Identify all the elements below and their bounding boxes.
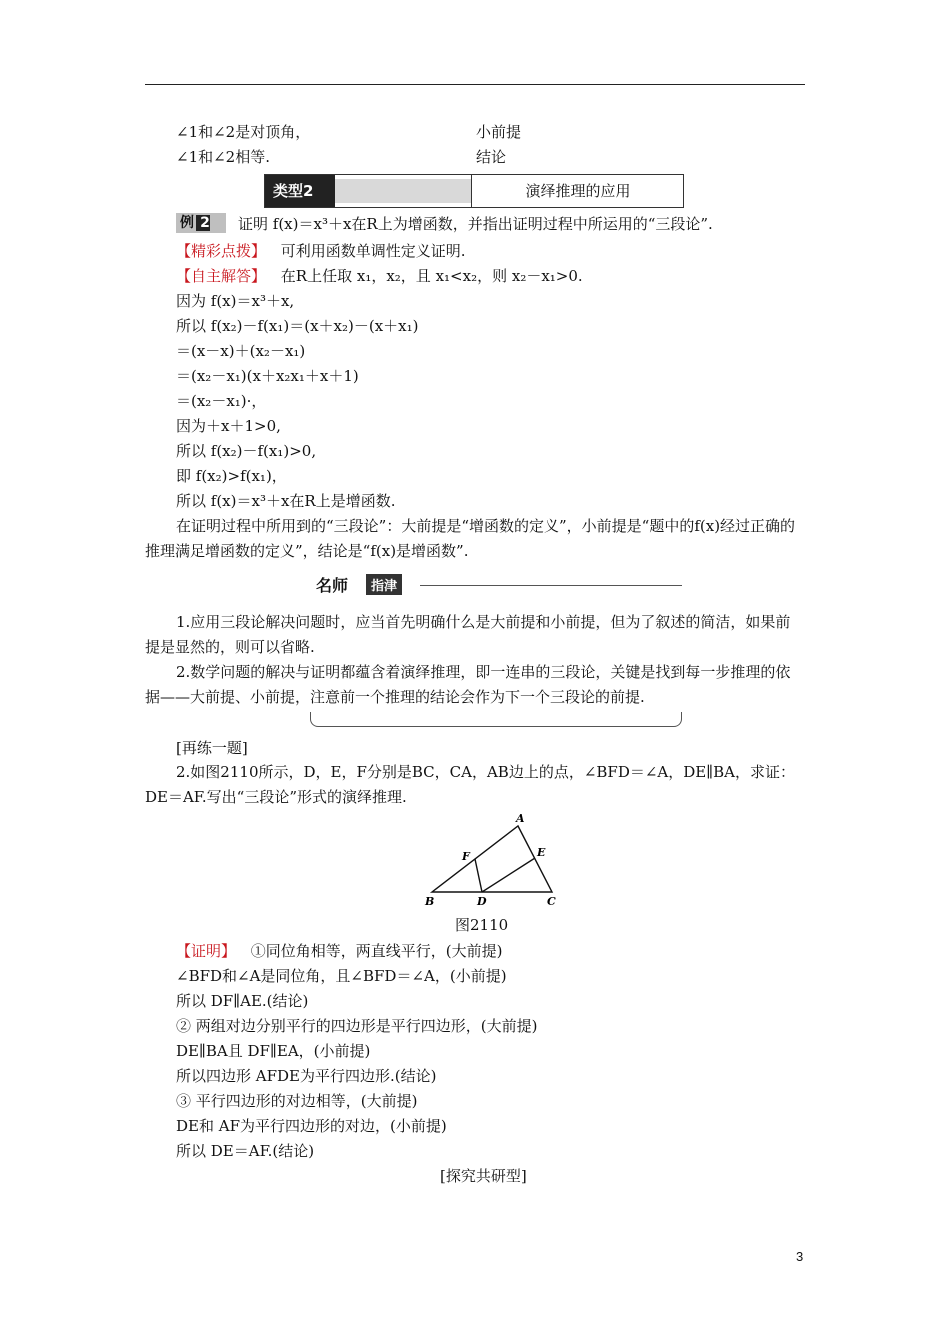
- proof2-label: 【证明】: [176, 942, 237, 960]
- proof-line: 即 f(x₂)>f(x₁)，: [176, 467, 287, 485]
- premise-label-2: 结论: [476, 148, 507, 166]
- tips-header: [310, 570, 680, 600]
- example-number: 2: [196, 215, 210, 231]
- label-a: A: [516, 812, 525, 825]
- proof2-line: 所以 DF∥AE.(结论): [176, 992, 309, 1010]
- header-rule: [145, 84, 805, 85]
- example-tag: 例: [180, 215, 194, 231]
- proof2-line: ∠BFD和∠A是同位角，且∠BFD＝∠A，(小前提): [176, 967, 507, 985]
- proof2-first-line: [176, 940, 503, 962]
- proof2-line: DE∥BA且 DF∥EA，(小前提): [176, 1042, 371, 1060]
- proof2-line: 所以四边形 AFDE为平行四边形.(结论): [176, 1067, 437, 1085]
- label-f: F: [462, 850, 470, 863]
- label-d: D: [477, 895, 487, 908]
- proof-line: 因为＋x＋1>0,: [176, 417, 281, 435]
- triangle-figure: [420, 812, 570, 912]
- summary-paragraph: 在证明过程中所用到的“三段论”：大前提是“增函数的定义”，小前提是“题中的f(x)经过正确的推理满足增函数的定义”，结论是“f(x)是增函数”.: [145, 517, 796, 560]
- figure-caption: 图2110: [455, 916, 509, 934]
- premise-line-1: ∠1和∠2是对顶角，: [176, 123, 311, 141]
- proof2-line: ② 两组对边分别平行的四边形是平行四边形，(大前提): [176, 1017, 538, 1035]
- solution-line: [176, 265, 583, 287]
- hint-line: [176, 240, 466, 262]
- section-label: [探究共研型]: [440, 1167, 527, 1185]
- tip-item: 1.应用三段论解决问题时，应当首先明确什么是大前提和小前提，但为了叙述的简洁，如果前提是显然的，则可以省略.: [145, 613, 791, 656]
- hint-text: 可利用函数单调性定义证明.: [280, 242, 466, 260]
- label-e: E: [537, 846, 546, 859]
- type-title: 演绎推理的应用: [471, 175, 684, 207]
- segment-fd: [475, 859, 482, 892]
- tips-badge: 指津: [366, 574, 402, 595]
- proof-line: 所以 f(x₂)－f(x₁)>0,: [176, 442, 317, 460]
- solution-text: 在R上任取 x₁，x₂，且 x₁<x₂，则 x₂－x₁>0.: [280, 267, 583, 285]
- tips-divider: [420, 585, 682, 586]
- label-c: C: [547, 895, 556, 908]
- example-badge: [176, 213, 226, 233]
- type-tag: 类型2: [265, 175, 335, 207]
- example-statement: 证明 f(x)＝x³＋x在R上为增函数，并指出证明过程中所运用的“三段论”.: [238, 215, 713, 233]
- premise-line-2: ∠1和∠2相等.: [176, 148, 270, 166]
- practice-problem: 2.如图2110所示，D，E，F分别是BC，CA，AB边上的点，∠BFD＝∠A，DE∥BA，求证：DE＝AF.写出“三段论”形式的演绎推理.: [145, 763, 796, 806]
- proof2-line: 所以 DE＝AF.(结论): [176, 1142, 315, 1160]
- tip-item: 2.数学问题的解决与证明都蕴含着演绎推理，即一连串的三段论，关键是找到每一步推理的依据——大前提、小前提，注意前一个推理的结论会作为下一个三段论的前提.: [145, 663, 791, 706]
- page-number: 3: [796, 1249, 804, 1264]
- proof-line: 因为 f(x)＝x³＋x,: [176, 292, 295, 310]
- proof2-line: DE和 AF为平行四边形的对边，(小前提): [176, 1117, 447, 1135]
- proof-line: ＝(x₂－x₁)·，: [176, 392, 267, 410]
- proof-line: ＝(x₂－x₁)(x＋x₂x₁＋x＋1): [176, 367, 359, 385]
- solution-label: 【自主解答】: [176, 267, 267, 285]
- proof-line: ＝(x－x)＋(x₂－x₁): [176, 342, 306, 360]
- segment-de: [482, 858, 535, 892]
- tips-title: 名师: [316, 576, 349, 595]
- proof-line: 所以 f(x₂)－f(x₁)＝(x＋x₂)－(x＋x₁): [176, 317, 419, 335]
- proof2-first: ①同位角相等，两直线平行，(大前提): [250, 942, 503, 960]
- proof-line: 所以 f(x)＝x³＋x在R上是增函数.: [176, 492, 396, 510]
- label-b: B: [425, 895, 435, 908]
- premise-label-1: 小前提: [476, 123, 522, 141]
- type-section-header: [264, 174, 684, 208]
- type-gray-bar: [335, 179, 471, 203]
- practice-label: [再练一题]: [176, 739, 248, 757]
- hint-label: 【精彩点拨】: [176, 242, 267, 260]
- tips-bottom-bracket: [310, 712, 682, 727]
- proof2-line: ③ 平行四边形的对边相等，(大前提): [176, 1092, 418, 1110]
